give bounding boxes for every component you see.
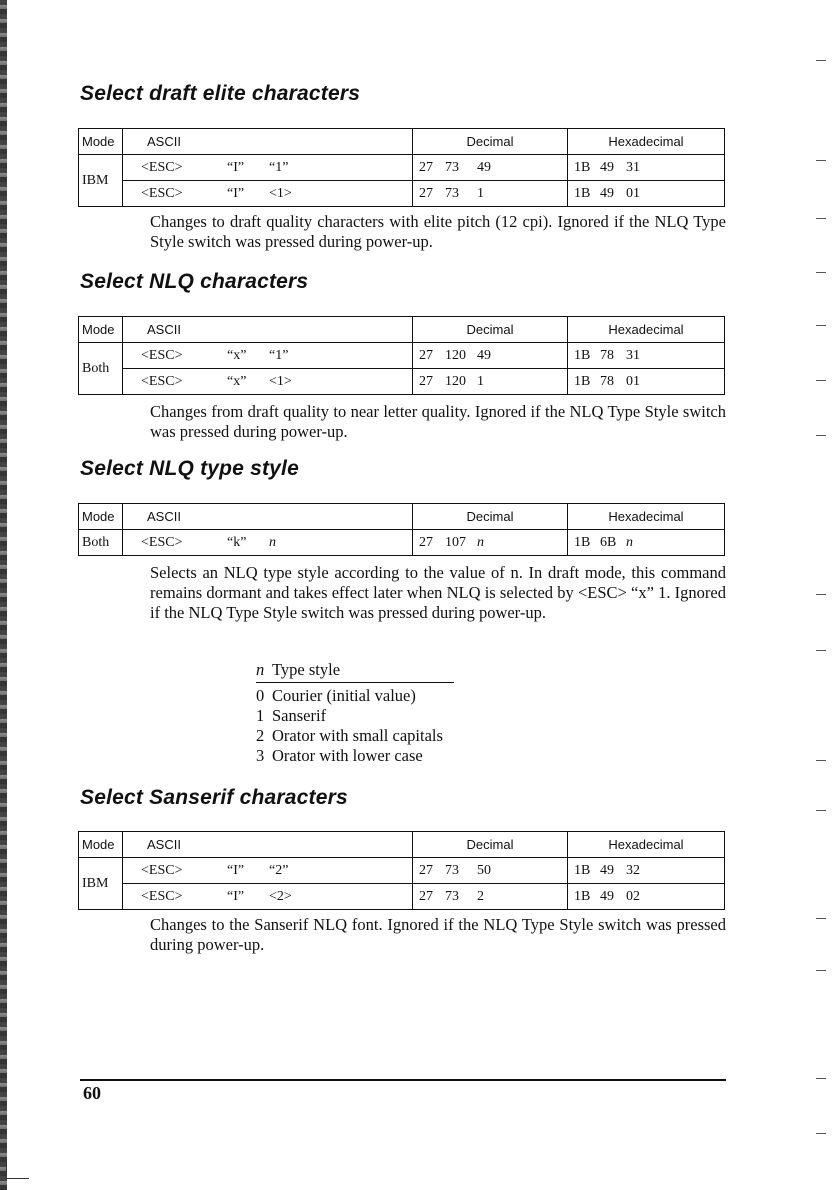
page-number: 60 [83,1083,101,1103]
table-row [79,858,725,884]
hex-token: 49 [600,862,614,878]
decimal-cell [413,155,568,181]
table-row [79,369,725,395]
description: Selects an NLQ type style according to the value of n. In draft mode, this command remains dormant and takes effect later when NLQ is selected by <ESC> “x” 1. Ignored if the NLQ Type Style switch was pressed during power-up. [150,563,726,622]
type-style-value: 1 [256,706,265,725]
ascii-token: “1” [269,159,289,175]
table-header-row [79,832,725,858]
type-style-header-n: n [256,660,265,679]
description: Changes to draft quality characters with elite pitch (12 cpi). Ignored if the NLQ Type Style switch was pressed during power-up. [150,212,726,251]
hex-token: 02 [626,888,640,904]
scan-mark [816,218,826,219]
decimal-token: 73 [445,862,459,878]
hex-header: Hexadecimal [568,504,725,530]
hex-cell [568,884,725,910]
decimal-token: 27 [419,373,433,389]
ascii-token: “I” [227,862,245,878]
ascii-cell [123,343,413,369]
hex-header: Hexadecimal [568,832,725,858]
decimal-cell [413,530,568,556]
decimal-header: Decimal [413,129,568,155]
decimal-cell [413,369,568,395]
scan-mark [816,380,826,381]
ascii-token: <ESC> [141,185,183,201]
ascii-token: <ESC> [141,373,183,389]
command-table [78,831,725,910]
scan-mark [816,1078,826,1079]
decimal-token: 73 [445,185,459,201]
ascii-header: ASCII [123,317,413,343]
decimal-token: 27 [419,159,433,175]
mode-cell: IBM [79,858,123,910]
type-style-value: 2 [256,726,265,745]
type-style-header-label: Type style [272,660,341,679]
type-style-list [256,660,454,766]
decimal-cell [413,181,568,207]
hex-header: Hexadecimal [568,317,725,343]
mode-header: Mode [79,129,123,155]
type-style-name: Orator with lower case [272,746,423,765]
decimal-token: 73 [445,888,459,904]
ascii-cell [123,530,413,556]
section-title: Select draft elite characters [80,82,361,105]
hex-cell [568,858,725,884]
ascii-cell [123,369,413,395]
scan-mark [816,810,826,811]
scan-mark [816,160,826,161]
section-title: Select Sanserif characters [80,786,348,809]
list-item [256,686,454,706]
hex-token: 01 [626,185,640,201]
scan-mark [816,435,826,436]
decimal-token: 107 [445,534,466,550]
hex-cell [568,155,725,181]
hex-token: 31 [626,159,640,175]
section-title: Select NLQ characters [80,270,309,293]
decimal-header: Decimal [413,504,568,530]
mode-header: Mode [79,832,123,858]
decimal-token: 1 [477,373,484,389]
hex-token: 01 [626,373,640,389]
decimal-token: 50 [477,862,491,878]
hex-token: 1B [574,347,591,363]
ascii-token: <ESC> [141,862,183,878]
section-title: Select NLQ type style [80,457,299,480]
table-header-row [79,504,725,530]
hex-token: 6B [600,534,617,550]
scan-mark [816,272,826,273]
ascii-token: n [269,534,276,550]
ascii-token: “x” [227,347,247,363]
hex-token: 1B [574,862,591,878]
decimal-cell [413,343,568,369]
list-item [256,726,454,746]
mode-cell: Both [79,530,123,556]
type-style-name: Sanserif [272,706,327,725]
hex-token: 49 [600,185,614,201]
command-table [78,316,725,395]
hex-cell [568,343,725,369]
scan-mark [816,325,826,326]
ascii-token: “k” [227,534,247,550]
table-header-row [79,129,725,155]
ascii-token: “I” [227,159,245,175]
scan-mark [816,760,826,761]
description: Changes from draft quality to near letter quality. Ignored if the NLQ Type Style switch was pressed during power-up. [150,402,726,441]
decimal-token: 73 [445,159,459,175]
ascii-token: “I” [227,185,245,201]
ascii-token: <1> [269,185,292,201]
ascii-header: ASCII [123,129,413,155]
mode-header: Mode [79,504,123,530]
ascii-token: <2> [269,888,292,904]
hex-cell [568,369,725,395]
scan-corner [6,1162,29,1179]
hex-token: 78 [600,373,614,389]
mode-cell: Both [79,343,123,395]
mode-cell: IBM [79,155,123,207]
decimal-token: 27 [419,888,433,904]
hex-token: 78 [600,347,614,363]
ascii-header: ASCII [123,832,413,858]
scan-edge [0,0,7,1190]
ascii-token: “2” [269,862,289,878]
scan-mark [816,60,826,61]
list-item [256,746,454,766]
ascii-token: <ESC> [141,888,183,904]
type-style-name: Courier (initial value) [272,686,416,705]
hex-token: 1B [574,159,591,175]
hex-token: 1B [574,373,591,389]
decimal-cell [413,884,568,910]
ascii-cell [123,858,413,884]
footer-rule [80,1079,726,1081]
type-style-value: 3 [256,746,265,765]
decimal-token: 27 [419,534,433,550]
table-header-row [79,317,725,343]
hex-token: n [626,534,633,550]
table-row [79,181,725,207]
scan-mark [816,1133,826,1134]
decimal-token: 1 [477,185,484,201]
command-table [78,503,725,556]
ascii-token: <ESC> [141,347,183,363]
scan-mark [816,594,826,595]
decimal-token: n [477,534,484,550]
decimal-token: 27 [419,185,433,201]
ascii-header: ASCII [123,504,413,530]
hex-token: 1B [574,185,591,201]
ascii-token: <1> [269,373,292,389]
decimal-cell [413,858,568,884]
command-table [78,128,725,207]
decimal-header: Decimal [413,317,568,343]
scan-mark [816,650,826,651]
decimal-token: 2 [477,888,484,904]
decimal-token: 120 [445,373,466,389]
decimal-token: 120 [445,347,466,363]
hex-token: 1B [574,534,591,550]
table-row [79,530,725,556]
list-item [256,706,454,726]
decimal-token: 27 [419,347,433,363]
table-row [79,155,725,181]
type-style-value: 0 [256,686,265,705]
ascii-token: <ESC> [141,159,183,175]
ascii-token: “I” [227,888,245,904]
ascii-token: “1” [269,347,289,363]
decimal-token: 49 [477,159,491,175]
ascii-cell [123,181,413,207]
scan-mark [816,970,826,971]
decimal-token: 49 [477,347,491,363]
ascii-token: “x” [227,373,247,389]
ascii-cell [123,884,413,910]
scan-mark [816,918,826,919]
description: Changes to the Sanserif NLQ font. Ignored if the NLQ Type Style switch was pressed during power-up. [150,915,726,954]
hex-cell [568,181,725,207]
hex-cell [568,530,725,556]
ascii-cell [123,155,413,181]
decimal-header: Decimal [413,832,568,858]
hex-header: Hexadecimal [568,129,725,155]
table-row [79,884,725,910]
table-row [79,343,725,369]
hex-token: 32 [626,862,640,878]
type-style-name: Orator with small capitals [272,726,443,745]
hex-token: 49 [600,159,614,175]
hex-token: 1B [574,888,591,904]
type-style-header [256,660,454,683]
mode-header: Mode [79,317,123,343]
ascii-token: <ESC> [141,534,183,550]
decimal-token: 27 [419,862,433,878]
hex-token: 31 [626,347,640,363]
hex-token: 49 [600,888,614,904]
